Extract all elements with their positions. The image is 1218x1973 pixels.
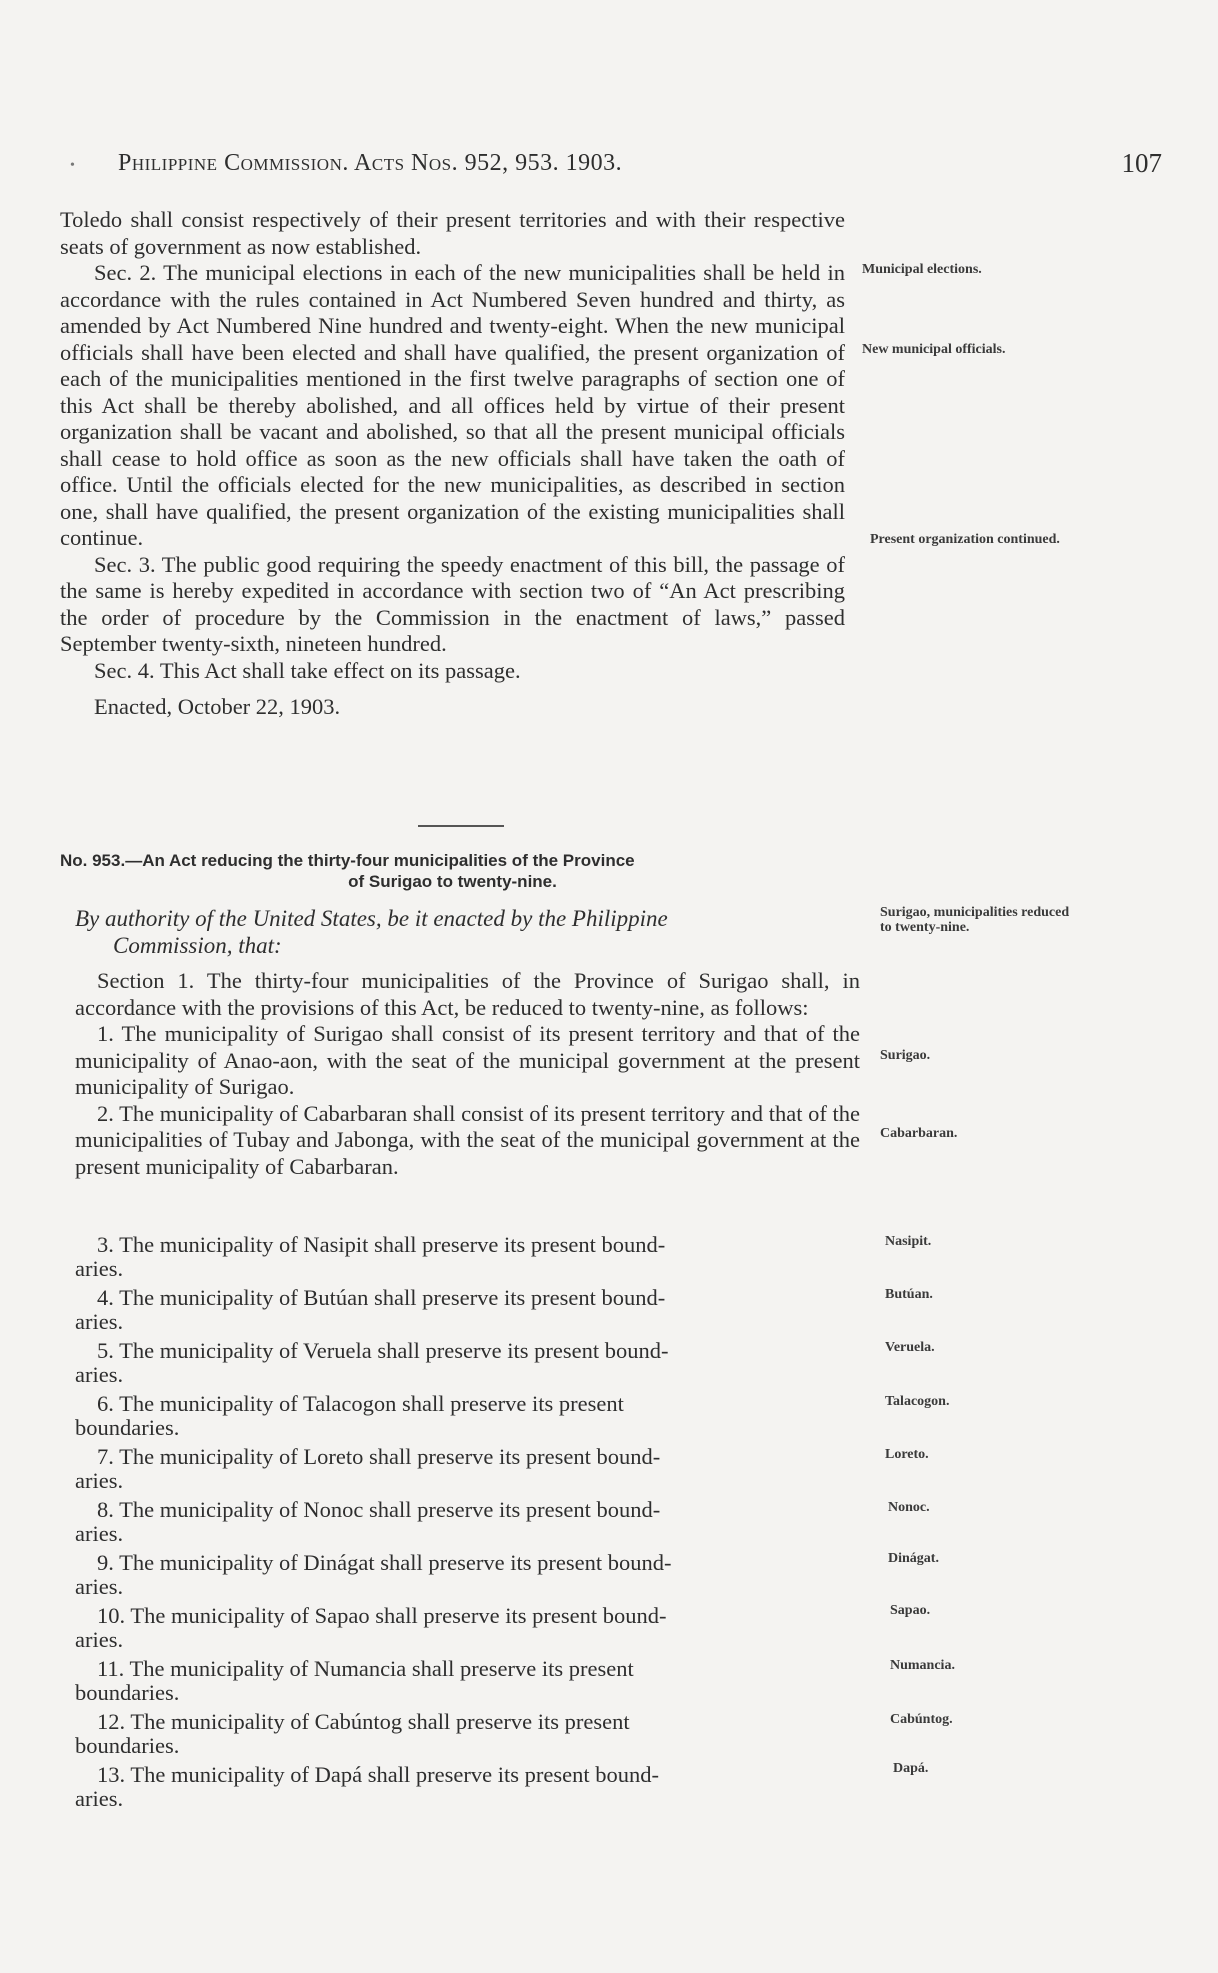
- margin-note-nasipit: Nasipit.: [885, 1234, 932, 1249]
- margin-note-cabarbaran: Cabarbaran.: [880, 1126, 958, 1141]
- list-item-line-1: 10. The municipality of Sapao shall preserve its present bound-: [97, 1603, 667, 1628]
- list-item: [75, 1339, 860, 1387]
- margin-note-municipal-elections: Municipal elections.: [862, 262, 982, 277]
- list-item-line-1: 3. The municipality of Nasipit shall preserve its present bound-: [97, 1232, 666, 1257]
- list-item: [75, 1233, 860, 1281]
- list-item-line-2: aries.: [75, 1309, 124, 1334]
- act-952-section-2: Sec. 2. The municipal elections in each of the new municipalities shall be held in accordance with the rules contained in Act Numbered Seven hundred and thirty, as amended by Act Numbered Nine hundred and twenty-eight. When the new municipal officials shall have been elected and shall have qualified, the present organization of each of the municipalities mentioned in the first twelve paragraphs of section one of this Act shall be thereby abolished, and all offices held by virtue of their present organization shall be vacant and abolished, so that all the present municipal officials shall cease to hold office as soon as the new officials shall have taken the oath of office. Until the officials elected for the new municipalities, as described in section one, shall have qualified, the present organization of the existing municipalities shall continue.: [60, 260, 845, 550]
- list-item-line-1: 13. The municipality of Dapá shall preserve its present bound-: [97, 1762, 659, 1787]
- act-952-section-4: Sec. 4. This Act shall take effect on its passage.: [94, 657, 521, 683]
- list-item-line-2: aries.: [75, 1574, 124, 1599]
- margin-note-talacogon: Talacogon.: [885, 1394, 950, 1409]
- list-item: [75, 1392, 860, 1440]
- margin-note-present-organization: Present organization continued.: [870, 532, 1060, 547]
- list-item-line-1: 6. The municipality of Talacogon shall preserve its present: [97, 1391, 624, 1416]
- margin-note-loreto: Loreto.: [885, 1447, 929, 1462]
- margin-note-dapa: Dapá.: [893, 1761, 929, 1776]
- list-item: [75, 1551, 860, 1599]
- list-item-line-2: aries.: [75, 1627, 124, 1652]
- act-953-section-1-block: [75, 968, 860, 1180]
- margin-note-veruela: Veruela.: [885, 1340, 935, 1355]
- margin-note-butuan: Butúan.: [885, 1287, 933, 1302]
- list-item: [75, 1710, 860, 1758]
- act-953-item-1: 1. The municipality of Surigao shall consist of its present territory and that of the municipality of Anao-aon, with the seat of the municipal government at the present municipality of Surigao.: [75, 1021, 860, 1099]
- act-952-section-3: Sec. 3. The public good requiring the speedy enactment of this bill, the passage of the same is hereby expedited in accordance with section two of “An Act prescribing the order of procedure by the Commission in the enactment of laws,” passed September twenty-sixth, nineteen hundred.: [60, 551, 845, 656]
- list-item-line-1: 9. The municipality of Dinágat shall preserve its present bound-: [97, 1550, 672, 1575]
- margin-note-sapao: Sapao.: [890, 1603, 931, 1618]
- list-item-line-2: boundaries.: [75, 1415, 180, 1440]
- list-item-line-2: aries.: [75, 1256, 124, 1281]
- margin-note-surigao: Surigao.: [880, 1048, 931, 1063]
- list-item-line-1: 5. The municipality of Veruela shall preserve its present bound-: [97, 1338, 669, 1363]
- list-item-line-1: 8. The municipality of Nonoc shall preserve its present bound-: [97, 1497, 661, 1522]
- margin-note-new-officials: New municipal officials.: [862, 342, 1006, 357]
- margin-note-nonoc: Nonoc.: [888, 1500, 930, 1515]
- list-item-line-2: aries.: [75, 1521, 124, 1546]
- enacting-clause-line-1: By authority of the United States, be it enacted by the Philippine: [75, 906, 668, 931]
- margin-note-cabuntog: Cabúntog.: [890, 1712, 953, 1727]
- running-header: [60, 148, 1162, 188]
- list-item-line-2: boundaries.: [75, 1680, 180, 1705]
- margin-note-dinagat: Dinágat.: [888, 1551, 939, 1566]
- list-item: [75, 1657, 860, 1705]
- act-953-item-2: 2. The municipality of Cabarbaran shall consist of its present territory and that of the municipalities of Tubay and Jabonga, with the seat of the municipal government at the present municipality of Cabarbaran.: [75, 1100, 860, 1179]
- list-item: [75, 1286, 860, 1334]
- section-divider: [418, 825, 504, 827]
- act-952-enacted: Enacted, October 22, 1903.: [94, 694, 341, 719]
- list-item-line-2: boundaries.: [75, 1733, 180, 1758]
- page-number: 107: [1121, 148, 1162, 178]
- act-952-body: [60, 207, 845, 721]
- list-item-line-1: 11. The municipality of Numancia shall preserve its present: [97, 1656, 634, 1681]
- act-953-title: [60, 850, 845, 892]
- list-item-line-2: aries.: [75, 1362, 124, 1387]
- running-title: Philippine Commission. Acts Nos. 952, 953. 1903.: [118, 150, 623, 176]
- list-item: [75, 1498, 860, 1546]
- margin-note-numancia: Numancia.: [890, 1658, 955, 1673]
- margin-note-surigao-reduced: Surigao, municipalities reduced to twenty-nine.: [880, 905, 1070, 935]
- list-item-line-2: aries.: [75, 1786, 124, 1811]
- act-953-title-line-2: of Surigao to twenty-nine.: [348, 872, 557, 891]
- enacting-clause-line-2: Commission, that:: [113, 933, 282, 958]
- header-mark: •: [70, 158, 75, 173]
- list-item: [75, 1445, 860, 1493]
- act-953-section-1: Section 1. The thirty-four municipalities of the Province of Surigao shall, in accordance with the provisions of this Act, be reduced to twenty-nine, as follows:: [75, 968, 860, 1020]
- list-item: [75, 1604, 860, 1652]
- enacting-clause: [75, 905, 845, 959]
- list-item-line-1: 12. The municipality of Cabúntog shall preserve its present: [97, 1709, 630, 1734]
- list-item-line-1: 7. The municipality of Loreto shall preserve its present bound-: [97, 1444, 661, 1469]
- list-item-line-1: 4. The municipality of Butúan shall preserve its present bound-: [97, 1285, 666, 1310]
- act-952-continuation: Toledo shall consist respectively of their present territories and with their respective seats of government as now established.: [60, 207, 845, 259]
- list-item: [75, 1763, 860, 1811]
- list-item-line-2: aries.: [75, 1468, 124, 1493]
- act-953-title-line-1: No. 953.—An Act reducing the thirty-four municipalities of the Province: [60, 851, 635, 870]
